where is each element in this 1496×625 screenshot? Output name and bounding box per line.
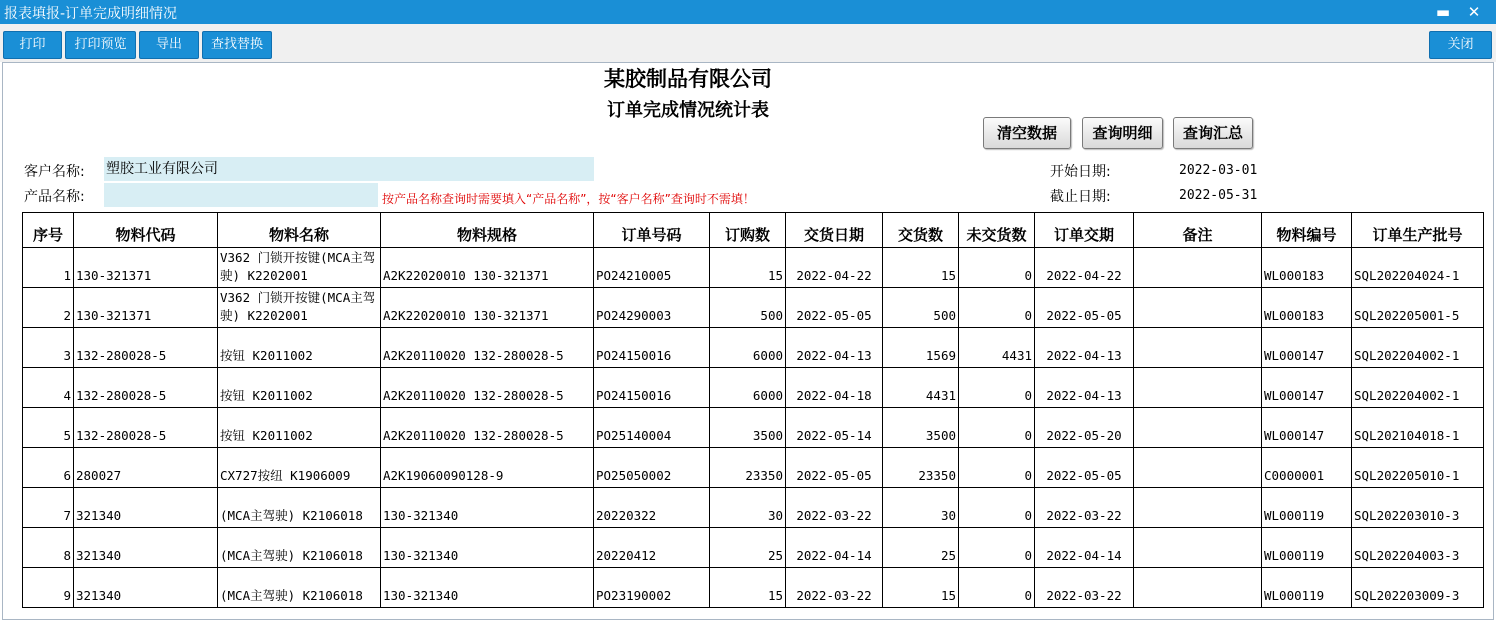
- cell-remarks[interactable]: [1134, 368, 1262, 408]
- cell-order-qty[interactable]: 3500: [710, 408, 786, 448]
- cell-delivery-date[interactable]: 2022-04-22: [786, 248, 883, 288]
- close-icon[interactable]: ✕: [1467, 3, 1481, 21]
- column-header-material-name: 物料名称: [218, 213, 381, 248]
- cell-material-name[interactable]: (MCA主驾驶) K2106018: [218, 568, 381, 608]
- cell-material-spec[interactable]: A2K20110020 132-280028-5: [381, 328, 594, 368]
- cell-delivery-date[interactable]: 2022-05-05: [786, 448, 883, 488]
- end-date-value[interactable]: 2022-05-31: [1179, 188, 1258, 203]
- cell-undelivered-qty[interactable]: 0: [959, 448, 1035, 488]
- customer-name-field[interactable]: 塑胶工业有限公司: [104, 157, 594, 181]
- close-button[interactable]: 关闭: [1429, 31, 1492, 59]
- cell-material-spec[interactable]: A2K19060090128-9: [381, 448, 594, 488]
- query-summary-button[interactable]: 查询汇总: [1173, 117, 1253, 149]
- column-header-material-code: 物料代码: [74, 213, 218, 248]
- report-title: 订单完成情况统计表: [607, 100, 769, 121]
- cell-delivery-date[interactable]: 2022-04-14: [786, 528, 883, 568]
- column-header-order-due-date: 订单交期: [1035, 213, 1134, 248]
- cell-material-code[interactable]: 321340: [74, 568, 218, 608]
- cell-material-spec[interactable]: 130-321340: [381, 528, 594, 568]
- cell-material-code[interactable]: 132-280028-5: [74, 408, 218, 448]
- cell-material-id[interactable]: WL000147: [1262, 408, 1352, 448]
- cell-material-name[interactable]: 按钮 K2011002: [218, 408, 381, 448]
- cell-order-qty[interactable]: 23350: [710, 448, 786, 488]
- cell-order-number[interactable]: 20220322: [594, 488, 710, 528]
- cell-order-due-date[interactable]: 2022-03-22: [1035, 568, 1134, 608]
- start-date-value[interactable]: 2022-03-01: [1179, 163, 1258, 178]
- cell-undelivered-qty[interactable]: 0: [959, 568, 1035, 608]
- cell-batch-number[interactable]: SQL202204002-1: [1352, 368, 1484, 408]
- cell-material-id[interactable]: WL000183: [1262, 288, 1352, 328]
- cell-order-number[interactable]: PO24290003: [594, 288, 710, 328]
- cell-batch-number[interactable]: SQL202204003-3: [1352, 528, 1484, 568]
- minimize-icon[interactable]: ▬: [1435, 3, 1451, 21]
- cell-batch-number[interactable]: SQL202204024-1: [1352, 248, 1484, 288]
- column-header-material-id: 物料编号: [1262, 213, 1352, 248]
- cell-order-qty[interactable]: 25: [710, 528, 786, 568]
- cell-delivery-date[interactable]: 2022-04-18: [786, 368, 883, 408]
- table-row[interactable]: [23, 408, 1484, 448]
- clear-data-button[interactable]: 清空数据: [983, 117, 1071, 149]
- cell-undelivered-qty[interactable]: 0: [959, 368, 1035, 408]
- cell-order-due-date[interactable]: 2022-05-05: [1035, 288, 1134, 328]
- column-header-order-number: 订单号码: [594, 213, 710, 248]
- cell-material-id[interactable]: C0000001: [1262, 448, 1352, 488]
- cell-material-code[interactable]: 132-280028-5: [74, 328, 218, 368]
- cell-delivery-date[interactable]: 2022-04-13: [786, 328, 883, 368]
- cell-material-name[interactable]: (MCA主驾驶) K2106018: [218, 488, 381, 528]
- print-preview-button[interactable]: 打印预览: [65, 31, 136, 59]
- cell-index[interactable]: 6: [23, 448, 74, 488]
- cell-material-name[interactable]: V362 门锁开按键(MCA主驾驶) K2202001: [218, 288, 381, 328]
- cell-material-spec[interactable]: 130-321340: [381, 568, 594, 608]
- cell-material-spec[interactable]: A2K22020010 130-321371: [381, 248, 594, 288]
- cell-delivered-qty[interactable]: 15: [883, 568, 959, 608]
- column-header-remarks: 备注: [1134, 213, 1262, 248]
- column-header-delivered-qty: 交货数: [883, 213, 959, 248]
- cell-delivered-qty[interactable]: 23350: [883, 448, 959, 488]
- cell-remarks[interactable]: [1134, 248, 1262, 288]
- find-replace-button[interactable]: 查找替换: [202, 31, 272, 59]
- cell-delivered-qty[interactable]: 3500: [883, 408, 959, 448]
- cell-undelivered-qty[interactable]: 0: [959, 248, 1035, 288]
- cell-batch-number[interactable]: SQL202104018-1: [1352, 408, 1484, 448]
- cell-material-code[interactable]: 130-321371: [74, 248, 218, 288]
- cell-order-due-date[interactable]: 2022-04-22: [1035, 248, 1134, 288]
- cell-order-due-date[interactable]: 2022-04-13: [1035, 328, 1134, 368]
- cell-delivery-date[interactable]: 2022-05-14: [786, 408, 883, 448]
- cell-material-code[interactable]: 130-321371: [74, 288, 218, 328]
- cell-undelivered-qty[interactable]: 0: [959, 488, 1035, 528]
- cell-order-qty[interactable]: 6000: [710, 368, 786, 408]
- cell-material-id[interactable]: WL000119: [1262, 488, 1352, 528]
- cell-delivered-qty[interactable]: 4431: [883, 368, 959, 408]
- cell-order-qty[interactable]: 500: [710, 288, 786, 328]
- cell-index[interactable]: 1: [23, 248, 74, 288]
- column-header-index: 序号: [23, 213, 74, 248]
- cell-material-code[interactable]: 132-280028-5: [74, 368, 218, 408]
- cell-material-code[interactable]: 280027: [74, 448, 218, 488]
- cell-order-due-date[interactable]: 2022-05-05: [1035, 448, 1134, 488]
- cell-order-qty[interactable]: 15: [710, 248, 786, 288]
- product-name-label: 产品名称:: [24, 189, 85, 205]
- cell-material-id[interactable]: WL000119: [1262, 568, 1352, 608]
- cell-material-id[interactable]: WL000119: [1262, 528, 1352, 568]
- end-date-label: 截止日期:: [1050, 189, 1111, 205]
- cell-undelivered-qty[interactable]: 0: [959, 408, 1035, 448]
- cell-material-spec[interactable]: A2K20110020 132-280028-5: [381, 368, 594, 408]
- column-header-delivery-date: 交货日期: [786, 213, 883, 248]
- table-row[interactable]: [23, 448, 1484, 488]
- cell-material-id[interactable]: WL000147: [1262, 368, 1352, 408]
- cell-index[interactable]: 4: [23, 368, 74, 408]
- cell-order-number[interactable]: PO24150016: [594, 328, 710, 368]
- cell-delivery-date[interactable]: 2022-05-05: [786, 288, 883, 328]
- cell-order-qty[interactable]: 15: [710, 568, 786, 608]
- cell-material-name[interactable]: (MCA主驾驶) K2106018: [218, 528, 381, 568]
- cell-material-code[interactable]: 321340: [74, 528, 218, 568]
- cell-remarks[interactable]: [1134, 408, 1262, 448]
- cell-remarks[interactable]: [1134, 328, 1262, 368]
- table-row[interactable]: [23, 248, 1484, 288]
- table-row[interactable]: [23, 488, 1484, 528]
- table-row[interactable]: [23, 568, 1484, 608]
- cell-index[interactable]: 8: [23, 528, 74, 568]
- cell-delivered-qty[interactable]: 25: [883, 528, 959, 568]
- cell-material-name[interactable]: 按钮 K2011002: [218, 368, 381, 408]
- cell-material-id[interactable]: WL000183: [1262, 248, 1352, 288]
- cell-delivered-qty[interactable]: 15: [883, 248, 959, 288]
- window-title: 报表填报-订单完成明细情况: [4, 6, 178, 22]
- cell-batch-number[interactable]: SQL202203010-3: [1352, 488, 1484, 528]
- cell-delivery-date[interactable]: 2022-03-22: [786, 488, 883, 528]
- column-header-material-spec: 物料规格: [381, 213, 594, 248]
- cell-material-code[interactable]: 321340: [74, 488, 218, 528]
- cell-material-name[interactable]: CX727按纽 K1906009: [218, 448, 381, 488]
- cell-index[interactable]: 9: [23, 568, 74, 608]
- cell-material-id[interactable]: WL000147: [1262, 328, 1352, 368]
- start-date-label: 开始日期:: [1050, 164, 1111, 180]
- table-header-row: [23, 213, 1484, 248]
- cell-batch-number[interactable]: SQL202205001-5: [1352, 288, 1484, 328]
- customer-name-label: 客户名称:: [24, 164, 85, 180]
- cell-material-name[interactable]: V362 门锁开按键(MCA主驾驶) K2202001: [218, 248, 381, 288]
- print-button[interactable]: 打印: [3, 31, 62, 59]
- cell-order-due-date[interactable]: 2022-03-22: [1035, 488, 1134, 528]
- cell-batch-number[interactable]: SQL202203009-3: [1352, 568, 1484, 608]
- cell-order-number[interactable]: PO24150016: [594, 368, 710, 408]
- cell-index[interactable]: 5: [23, 408, 74, 448]
- cell-order-qty[interactable]: 6000: [710, 328, 786, 368]
- cell-delivery-date[interactable]: 2022-03-22: [786, 568, 883, 608]
- column-header-undelivered-qty: 未交货数: [959, 213, 1035, 248]
- cell-material-spec[interactable]: A2K20110020 132-280028-5: [381, 408, 594, 448]
- cell-delivered-qty[interactable]: 30: [883, 488, 959, 528]
- cell-remarks[interactable]: [1134, 488, 1262, 528]
- query-hint: 按产品名称查询时需要填入“产品名称”，按“客户名称”查询时不需填！: [382, 192, 755, 206]
- cell-index[interactable]: 3: [23, 328, 74, 368]
- cell-order-number[interactable]: PO24210005: [594, 248, 710, 288]
- cell-delivered-qty[interactable]: 500: [883, 288, 959, 328]
- cell-undelivered-qty[interactable]: 0: [959, 288, 1035, 328]
- title-bar: [0, 0, 1496, 24]
- order-table: [22, 212, 1484, 608]
- cell-order-number[interactable]: 20220412: [594, 528, 710, 568]
- company-name: 某胶制品有限公司: [604, 66, 772, 91]
- cell-order-due-date[interactable]: 2022-05-20: [1035, 408, 1134, 448]
- table-row[interactable]: [23, 368, 1484, 408]
- cell-index[interactable]: 2: [23, 288, 74, 328]
- cell-material-spec[interactable]: 130-321340: [381, 488, 594, 528]
- cell-delivered-qty[interactable]: 1569: [883, 328, 959, 368]
- table-row[interactable]: [23, 528, 1484, 568]
- cell-order-number[interactable]: PO25140004: [594, 408, 710, 448]
- product-name-field[interactable]: [104, 183, 378, 207]
- cell-batch-number[interactable]: SQL202205010-1: [1352, 448, 1484, 488]
- query-detail-button[interactable]: 查询明细: [1082, 117, 1163, 149]
- export-button[interactable]: 导出: [139, 31, 199, 59]
- toolbar: [0, 24, 1496, 62]
- cell-undelivered-qty[interactable]: 4431: [959, 328, 1035, 368]
- cell-remarks[interactable]: [1134, 528, 1262, 568]
- cell-remarks[interactable]: [1134, 568, 1262, 608]
- cell-material-name[interactable]: 按钮 K2011002: [218, 328, 381, 368]
- cell-order-qty[interactable]: 30: [710, 488, 786, 528]
- cell-order-due-date[interactable]: 2022-04-14: [1035, 528, 1134, 568]
- cell-order-number[interactable]: PO23190002: [594, 568, 710, 608]
- table-row[interactable]: [23, 288, 1484, 328]
- table-row[interactable]: [23, 328, 1484, 368]
- cell-order-number[interactable]: PO25050002: [594, 448, 710, 488]
- column-header-order-qty: 订购数: [710, 213, 786, 248]
- cell-remarks[interactable]: [1134, 288, 1262, 328]
- cell-batch-number[interactable]: SQL202204002-1: [1352, 328, 1484, 368]
- cell-undelivered-qty[interactable]: 0: [959, 528, 1035, 568]
- cell-remarks[interactable]: [1134, 448, 1262, 488]
- cell-material-spec[interactable]: A2K22020010 130-321371: [381, 288, 594, 328]
- column-header-batch-number: 订单生产批号: [1352, 213, 1484, 248]
- cell-index[interactable]: 7: [23, 488, 74, 528]
- cell-order-due-date[interactable]: 2022-04-13: [1035, 368, 1134, 408]
